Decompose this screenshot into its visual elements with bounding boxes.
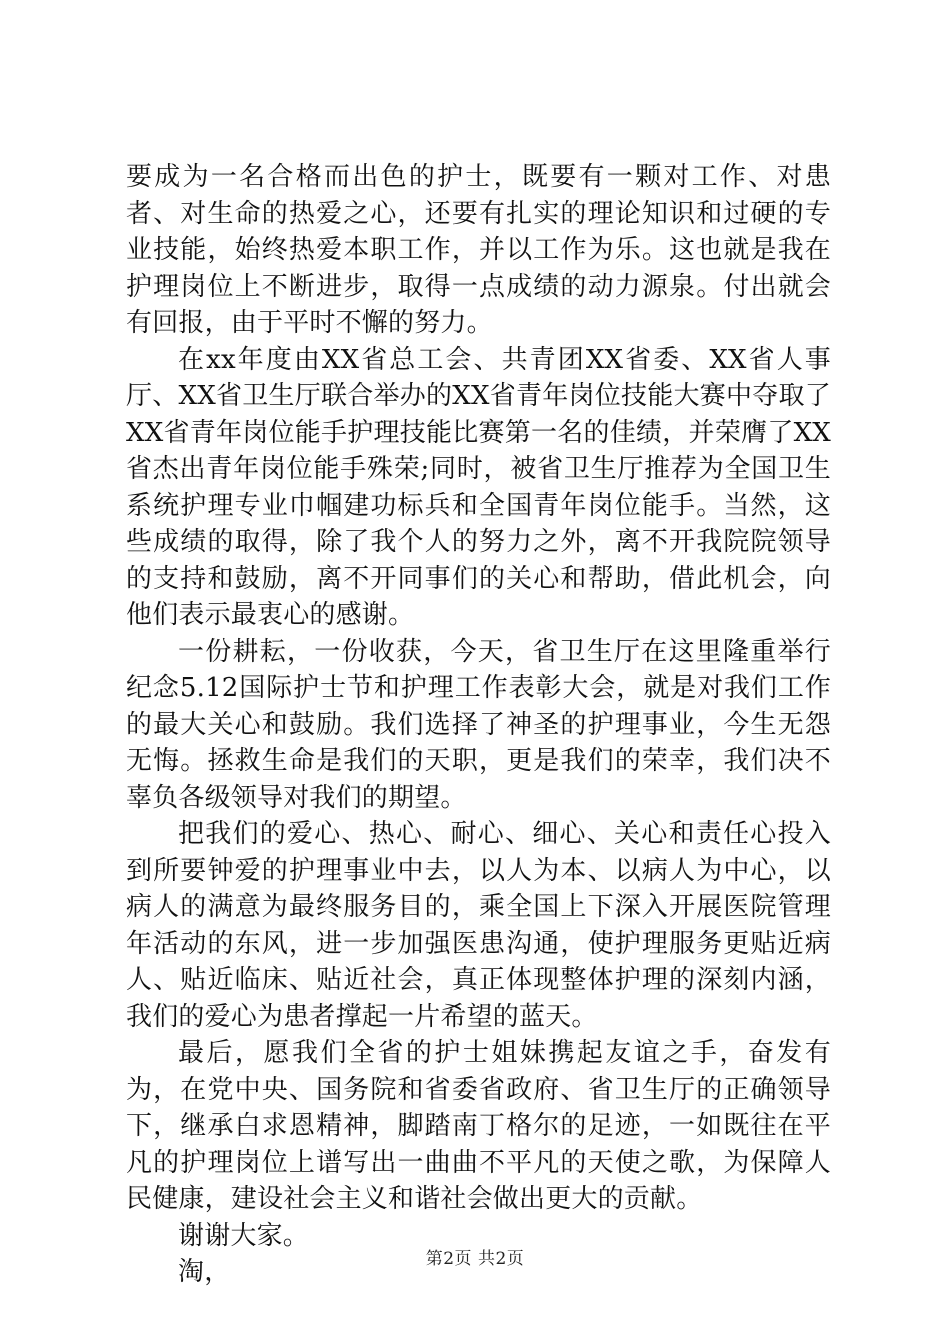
closing-fragment: 淘， — [178, 1257, 231, 1287]
paragraph-3: 一份耕耘，一份收获，今天，省卫生厅在这里隆重举行纪念5.12国际护士节和护理工作表彰大会，就是对我们工作的最大关心和鼓励。我们选择了神圣的护理事业，今生无怨无悔。拯救生命是我们的天职，更是我们的荣幸，我们决不辜负各级领导对我们的期望。 — [126, 636, 831, 813]
paragraph-5: 最后，愿我们全省的护士姐妹携起友谊之手，奋发有为，在党中央、国务院和省委省政府、省卫生厅的正确领导下，继承白求恩精神，脚踏南丁格尔的足迹，一如既往在平凡的护理岗位上谱写出一曲曲不平凡的天使之歌，为保障人民健康，建设社会主义和谐社会做出更大的贡献。 — [126, 1038, 831, 1214]
document-body — [126, 159, 831, 1291]
paragraph-2: 在xx年度由XX省总工会、共青团XX省委、XX省人事厅、XX省卫生厅联合举办的XX省青年岗位技能大赛中夺取了XX省青年岗位能手护理技能比赛第一名的佳绩，并荣膺了XX省杰出青年岗位能手殊荣;同时，被省卫生厅推荐为全国卫生系统护理专业巾帼建功标兵和全国青年岗位能手。当然，这些成绩的取得，除了我个人的努力之外，离不开我院院领导的支持和鼓励，离不开同事们的关心和帮助，借此机会，向他们表示最衷心的感谢。 — [126, 344, 831, 630]
closing-thanks: 谢谢大家。 — [178, 1220, 310, 1251]
paragraph-1: 要成为一名合格而出色的护士，既要有一颗对工作、对患者、对生命的热爱之心，还要有扎实的理论知识和过硬的专业技能，始终热爱本职工作，并以工作为乐。这也就是我在护理岗位上不断进步，取得一点成绩的动力源泉。付出就会有回报，由于平时不懈的努力。 — [126, 162, 831, 338]
paragraph-4: 把我们的爱心、热心、耐心、细心、关心和责任心投入到所要钟爱的护理事业中去，以人为本、以病人为中心，以病人的满意为最终服务目的，乘全国上下深入开展医院管理年活动的东风，进一步加强医患沟通，使护理服务更贴近病人、贴近临床、贴近社会，真正体现整体护理的深刻内涵，我们的爱心为患者撑起一片希望的蓝天。 — [126, 819, 831, 1032]
page-footer: 第2页 共2页 — [425, 1249, 525, 1269]
